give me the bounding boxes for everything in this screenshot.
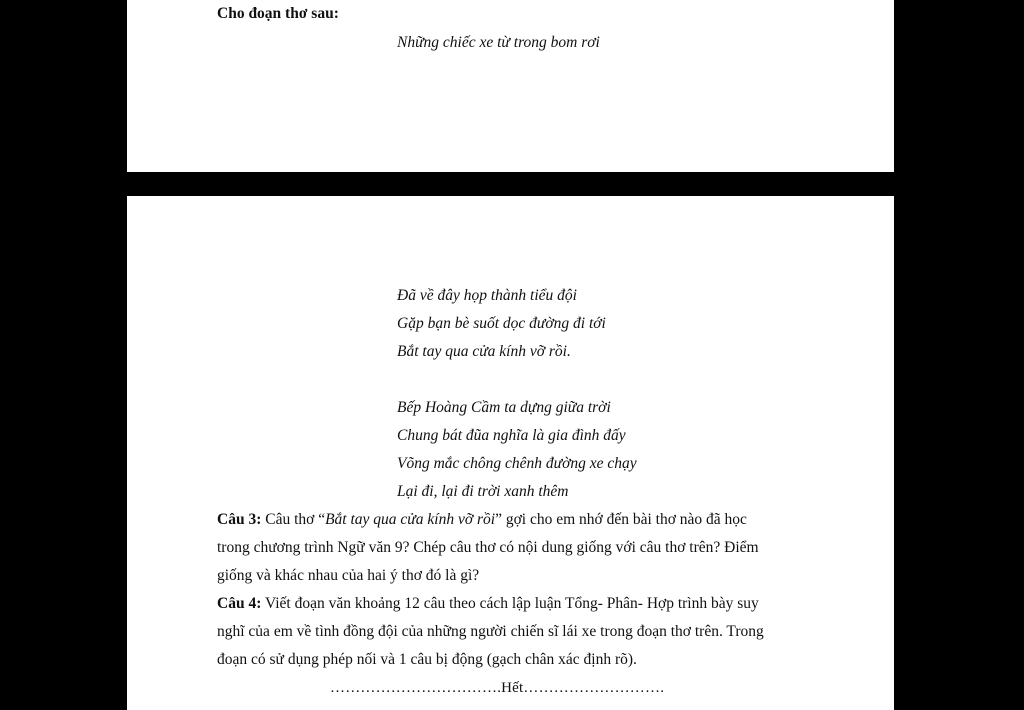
poem-line: Bếp Hoàng Cầm ta dựng giữa trời bbox=[397, 399, 611, 416]
poem-line: Bắt tay qua cửa kính vỡ rồi. bbox=[397, 343, 571, 360]
question-4-line: nghĩ của em về tình đồng đội của những người chiến sĩ lái xe trong đoạn thơ trên. Trong bbox=[217, 623, 764, 640]
poem-first-line: Những chiếc xe từ trong bom rơi bbox=[397, 34, 600, 51]
question-3-line: giống và khác nhau của hai ý thơ đó là gì? bbox=[217, 567, 480, 584]
question-3-line bbox=[217, 511, 747, 529]
poem-line: Đã về đây họp thành tiểu đội bbox=[397, 287, 577, 304]
poem-line: Chung bát đũa nghĩa là gia đình đấy bbox=[397, 427, 626, 444]
question-3-label: Câu 3: bbox=[217, 511, 262, 528]
question-3-text: ” gợi cho em nhớ đến bài thơ nào đã học bbox=[495, 511, 747, 528]
document-page-top bbox=[127, 0, 894, 172]
question-3-text: Câu thơ “ bbox=[261, 511, 326, 528]
question-3-quote: Bắt tay qua cửa kính vỡ rồi bbox=[325, 511, 496, 528]
poem-line: Gặp bạn bè suốt dọc đường đi tới bbox=[397, 315, 606, 332]
poem-line: Lại đi, lại đi trời xanh thêm bbox=[397, 483, 569, 500]
question-4-line: đoạn có sử dụng phép nối và 1 câu bị động (gạch chân xác định rõ). bbox=[217, 651, 637, 668]
document-page-bottom bbox=[127, 196, 894, 710]
question-3-line: trong chương trình Ngữ văn 9? Chép câu thơ có nội dung giống với câu thơ trên? Điểm bbox=[217, 539, 759, 556]
end-marker: …………………………….Hết………………………. bbox=[330, 680, 665, 696]
question-4-label: Câu 4: bbox=[217, 595, 262, 612]
question-4-text: Viết đoạn văn khoảng 12 câu theo cách lập luận Tổng- Phân- Hợp trình bày suy bbox=[261, 595, 759, 612]
section-heading: Cho đoạn thơ sau: bbox=[217, 5, 339, 22]
question-4-line bbox=[217, 595, 759, 613]
poem-line: Võng mắc chông chênh đường xe chạy bbox=[397, 455, 637, 472]
